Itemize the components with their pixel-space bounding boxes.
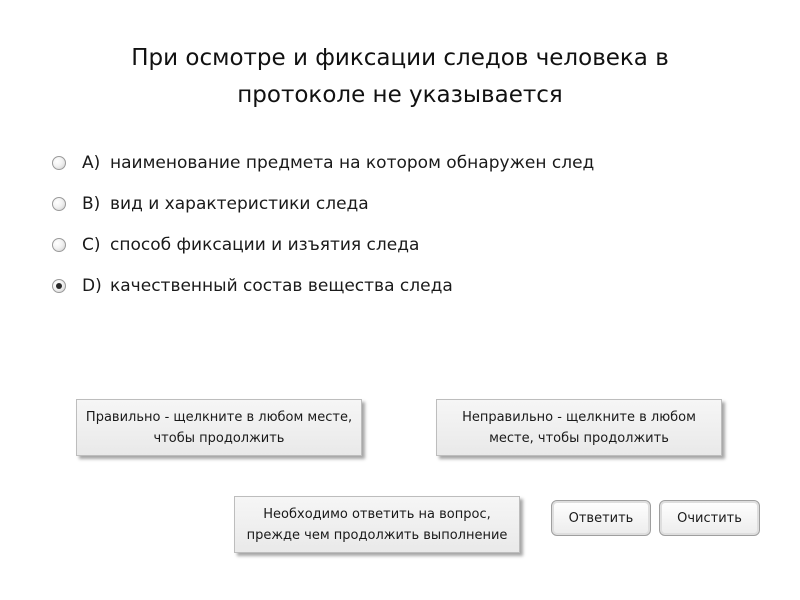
incorrect-feedback-box[interactable] (436, 399, 722, 456)
answer-option-b[interactable] (52, 183, 752, 224)
radio-button-selected-icon[interactable] (52, 279, 66, 293)
question-title (80, 40, 720, 114)
answer-text: вид и характеристики следа (110, 193, 369, 214)
answer-option-c[interactable] (52, 224, 752, 265)
answer-text: качественный состав вещества следа (110, 275, 453, 296)
answer-letter: A) (82, 152, 101, 173)
question-title-line-1: При осмотре и фиксации следов человека в (131, 45, 669, 71)
answer-option-a[interactable] (52, 142, 752, 183)
incorrect-feedback-line-2: месте, чтобы продолжить (489, 430, 669, 446)
answer-letter: C) (82, 234, 101, 255)
answer-required-feedback-box[interactable] (234, 496, 520, 553)
answer-text: способ фиксации и изъятия следа (110, 234, 420, 255)
answer-option-d[interactable] (52, 265, 752, 306)
clear-button[interactable]: Очистить (659, 500, 760, 536)
answer-letter: B) (82, 193, 101, 214)
submit-button[interactable]: Ответить (551, 500, 651, 536)
radio-button-icon[interactable] (52, 238, 66, 252)
correct-feedback-box[interactable] (76, 399, 362, 456)
answer-required-line-2: прежде чем продолжить выполнение (246, 527, 508, 543)
correct-feedback-line-1: Правильно - щелкните в любом месте, (85, 409, 353, 425)
correct-feedback-line-2: чтобы продолжить (153, 430, 285, 446)
answer-required-line-1: Необходимо ответить на вопрос, (263, 506, 491, 522)
incorrect-feedback-line-1: Неправильно - щелкните в любом (462, 409, 696, 425)
answer-list (52, 142, 752, 306)
radio-button-icon[interactable] (52, 156, 66, 170)
answer-text: наименование предмета на котором обнаружен след (110, 152, 595, 173)
question-title-line-2: протоколе не указывается (237, 82, 563, 108)
radio-button-icon[interactable] (52, 197, 66, 211)
answer-letter: D) (82, 275, 102, 296)
